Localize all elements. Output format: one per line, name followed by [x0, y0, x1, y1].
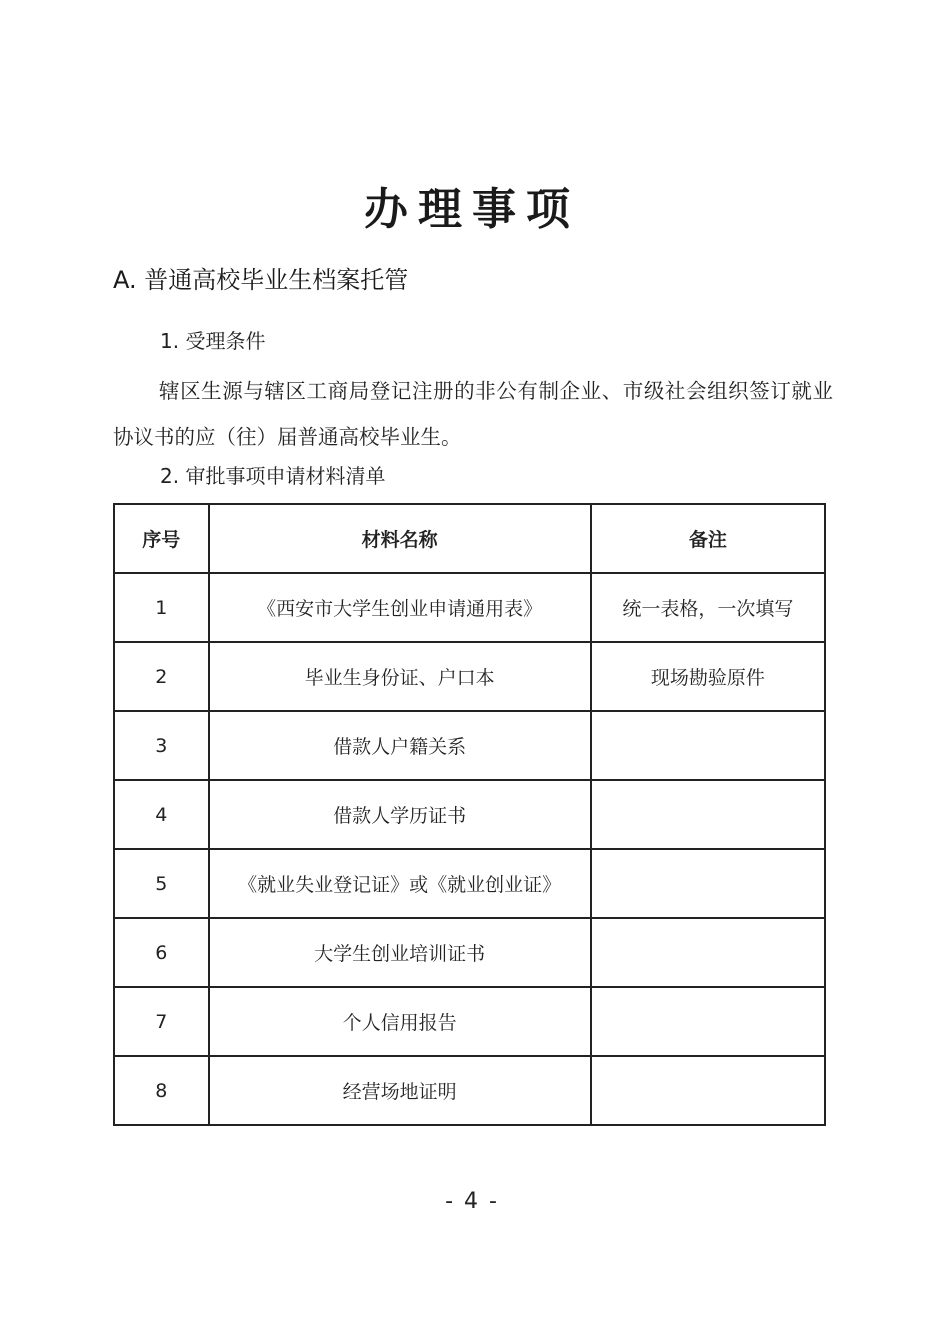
row-no: 8 — [114, 1056, 209, 1125]
row-note — [591, 1056, 825, 1125]
table-header-row — [114, 504, 825, 573]
header-name: 材料名称 — [209, 504, 591, 573]
materials-heading: 2. 审批事项申请材料清单 — [160, 464, 386, 488]
row-note — [591, 711, 825, 780]
row-no: 4 — [114, 780, 209, 849]
table-row — [114, 918, 825, 987]
header-note: 备注 — [591, 504, 825, 573]
table-row — [114, 849, 825, 918]
page-number: - 4 - — [445, 1189, 499, 1214]
table-row — [114, 780, 825, 849]
row-name: 毕业生身份证、户口本 — [209, 642, 591, 711]
row-name: 借款人学历证书 — [209, 780, 591, 849]
row-note: 现场勘验原件 — [591, 642, 825, 711]
row-note — [591, 987, 825, 1056]
row-note — [591, 849, 825, 918]
row-name: 《西安市大学生创业申请通用表》 — [209, 573, 591, 642]
row-name: 借款人户籍关系 — [209, 711, 591, 780]
row-note — [591, 780, 825, 849]
row-note — [591, 918, 825, 987]
table-row — [114, 711, 825, 780]
header-no: 序号 — [114, 504, 209, 573]
row-note: 统一表格，一次填写 — [591, 573, 825, 642]
table-row — [114, 1056, 825, 1125]
row-name: 《就业失业登记证》或《就业创业证》 — [209, 849, 591, 918]
row-no: 7 — [114, 987, 209, 1056]
table-row — [114, 642, 825, 711]
page-title: 办理事项 — [364, 184, 580, 235]
row-no: 1 — [114, 573, 209, 642]
row-name: 大学生创业培训证书 — [209, 918, 591, 987]
row-no: 3 — [114, 711, 209, 780]
section-heading: A. 普通高校毕业生档案托管 — [113, 266, 409, 294]
table-row — [114, 573, 825, 642]
table-row — [114, 987, 825, 1056]
row-name: 个人信用报告 — [209, 987, 591, 1056]
conditions-text: 辖区生源与辖区工商局登记注册的非公有制企业、市级社会组织签订就业协议书的应（往）届普通高校毕业生。 — [113, 379, 833, 449]
conditions-heading: 1. 受理条件 — [160, 329, 266, 353]
row-name: 经营场地证明 — [209, 1056, 591, 1125]
row-no: 2 — [114, 642, 209, 711]
row-no: 6 — [114, 918, 209, 987]
row-no: 5 — [114, 849, 209, 918]
materials-table — [113, 503, 826, 1126]
